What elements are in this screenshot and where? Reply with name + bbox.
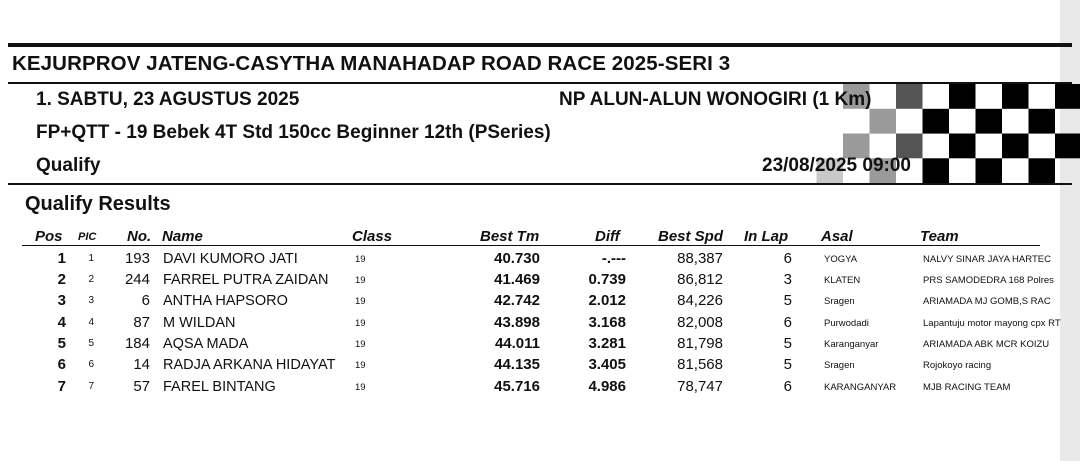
checker-square (1029, 109, 1056, 134)
asal-cell: Sragen (824, 360, 855, 371)
col-in-lap: In Lap (744, 228, 789, 245)
in-lap-cell: 5 (783, 335, 792, 352)
event-date: 1. SABTU, 23 AGUSTUS 2025 (36, 89, 300, 110)
col-class: Class (352, 228, 393, 245)
asal-cell: Sragen (824, 296, 855, 307)
asal-cell: YOGYA (824, 254, 858, 265)
session-name: Qualify (36, 155, 101, 176)
best-time-cell: 45.716 (494, 378, 540, 395)
race-class: FP+QTT - 19 Bebek 4T Std 150cc Beginner 12th (PSeries) (36, 122, 551, 143)
team-cell: MJB RACING TEAM (923, 382, 1011, 393)
in-lap-cell: 3 (783, 271, 792, 288)
diff-cell: 4.986 (588, 378, 626, 395)
in-lap-cell: 5 (783, 292, 792, 309)
top-rule (8, 43, 1072, 47)
table-row (0, 377, 1060, 399)
pic-cell: 4 (88, 317, 94, 328)
col-diff: Diff (595, 228, 620, 245)
in-lap-cell: 6 (783, 314, 792, 331)
best-time-cell: 42.742 (494, 292, 540, 309)
checker-square (1002, 84, 1029, 109)
diff-cell: 3.405 (588, 356, 626, 373)
best-speed-cell: 78,747 (677, 378, 723, 395)
checker-square (896, 84, 923, 109)
diff-cell: 3.281 (588, 335, 626, 352)
event-title: KEJURPROV JATENG-CASYTHA MANAHADAP ROAD RACE 2025-SERI 3 (12, 52, 731, 75)
in-lap-cell: 6 (783, 378, 792, 395)
class-cell: 19 (355, 382, 366, 393)
pic-cell: 1 (88, 253, 94, 264)
class-cell: 19 (355, 275, 366, 286)
best-time-cell: 44.135 (494, 356, 540, 373)
pos-cell: 7 (57, 378, 66, 395)
pos-cell: 4 (57, 314, 66, 331)
col-pic: PIC (78, 231, 97, 243)
best-speed-cell: 81,798 (677, 335, 723, 352)
section-rule (8, 183, 1072, 185)
best-speed-cell: 81,568 (677, 356, 723, 373)
best-time-cell: 43.898 (494, 314, 540, 331)
best-time-cell: 41.469 (494, 271, 540, 288)
best-speed-cell: 88,387 (677, 250, 723, 267)
number-cell: 14 (133, 356, 150, 373)
checker-square (1055, 84, 1080, 109)
name-cell: ANTHA HAPSORO (163, 293, 288, 309)
in-lap-cell: 6 (783, 250, 792, 267)
number-cell: 193 (124, 250, 150, 267)
name-cell: AQSA MADA (163, 336, 249, 352)
checker-square (1029, 158, 1056, 183)
checker-square (1055, 134, 1080, 159)
table-row (0, 313, 1060, 335)
pic-cell: 6 (88, 359, 94, 370)
checker-square (923, 109, 950, 134)
team-cell: Rojokoyo racing (923, 360, 992, 371)
number-cell: 244 (124, 271, 150, 288)
checker-square (949, 84, 976, 109)
checker-square (870, 109, 897, 134)
class-cell: 19 (355, 318, 366, 329)
team-cell: Lapantuju motor mayong cpx RT (923, 318, 1061, 329)
pos-cell: 3 (57, 292, 66, 309)
pos-cell: 1 (57, 250, 66, 267)
diff-cell: -.--- (601, 250, 626, 267)
table-row (0, 334, 1060, 356)
session-datetime: 23/08/2025 09:00 (762, 155, 911, 176)
col-pos: Pos (35, 228, 63, 245)
table-row (0, 249, 1060, 271)
class-cell: 19 (355, 254, 366, 265)
pic-cell: 7 (88, 381, 94, 392)
team-cell: PRS SAMODEDRA 168 Polres (923, 275, 1054, 286)
pic-cell: 5 (88, 338, 94, 349)
best-time-cell: 44.011 (494, 335, 540, 352)
name-cell: RADJA ARKANA HIDAYAT (163, 357, 336, 373)
diff-cell: 0.739 (588, 271, 626, 288)
best-speed-cell: 82,008 (677, 314, 723, 331)
table-row (0, 355, 1060, 377)
team-cell: ARIAMADA MJ GOMB,S RAC (923, 296, 1051, 307)
header-underline (22, 245, 1040, 246)
asal-cell: KARANGANYAR (824, 382, 897, 393)
pic-cell: 2 (88, 274, 94, 285)
asal-cell: Karanganyar (824, 339, 879, 350)
pos-cell: 2 (57, 271, 66, 288)
best-speed-cell: 84,226 (677, 292, 723, 309)
section-title: Qualify Results (25, 193, 171, 215)
number-cell: 184 (124, 335, 150, 352)
col-best-speed: Best Spd (658, 228, 724, 245)
in-lap-cell: 5 (783, 356, 792, 373)
event-venue: NP ALUN-ALUN WONOGIRI (1 Km) (559, 89, 872, 110)
number-cell: 57 (133, 378, 150, 395)
checker-square (1002, 134, 1029, 159)
class-cell: 19 (355, 339, 366, 350)
number-cell: 87 (133, 314, 150, 331)
col-no: No. (127, 228, 152, 245)
checker-square (976, 109, 1003, 134)
table-row (0, 291, 1060, 313)
checker-square (923, 158, 950, 183)
pic-cell: 3 (88, 295, 94, 306)
asal-cell: KLATEN (824, 275, 861, 286)
name-cell: FARREL PUTRA ZAIDAN (163, 272, 329, 288)
table-row (0, 270, 1060, 292)
best-time-cell: 40.730 (494, 250, 540, 267)
pos-cell: 5 (57, 335, 66, 352)
asal-cell: Purwodadi (824, 318, 869, 329)
col-asal: Asal (821, 228, 853, 245)
diff-cell: 2.012 (588, 292, 626, 309)
checker-square (976, 158, 1003, 183)
class-cell: 19 (355, 360, 366, 371)
team-cell: NALVY SINAR JAYA HARTEC (923, 254, 1051, 265)
col-team: Team (920, 228, 959, 245)
col-name: Name (162, 228, 203, 245)
name-cell: M WILDAN (163, 315, 236, 331)
team-cell: ARIAMADA ABK MCR KOIZU (923, 339, 1050, 350)
best-speed-cell: 86,812 (677, 271, 723, 288)
diff-cell: 3.168 (588, 314, 626, 331)
name-cell: DAVI KUMORO JATI (163, 251, 298, 267)
col-best-time: Best Tm (480, 228, 540, 245)
number-cell: 6 (141, 292, 150, 309)
pos-cell: 6 (57, 356, 66, 373)
class-cell: 19 (355, 296, 366, 307)
name-cell: FAREL BINTANG (163, 379, 276, 395)
checker-square (949, 134, 976, 159)
